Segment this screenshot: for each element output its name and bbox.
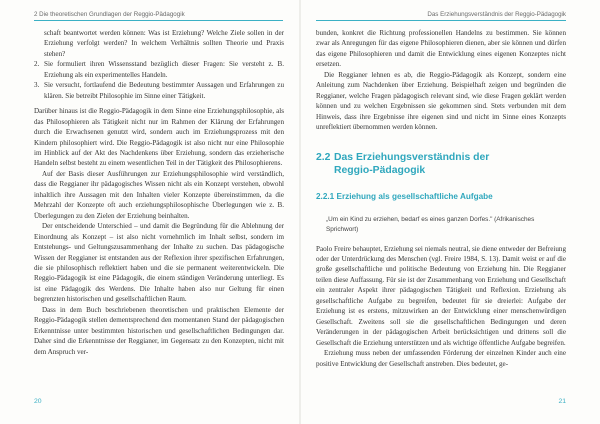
- header-rule-right: [316, 20, 566, 21]
- left-page-body: [34, 28, 284, 357]
- right-page-body: [316, 28, 566, 369]
- paragraph: bunden, konkret die Richtung professionellen Handelns zu bestimmen. Sie können zwar als Anregungen für das eigene Philosophieren dienen, aber sie können und dürfen das eigene Philosophieren und damit die Entwicklung eines eigenen Konzeptes nicht ersetzen.: [316, 29, 566, 69]
- section-heading: [316, 151, 566, 177]
- list-number: 2.: [34, 60, 40, 69]
- paragraph: Die Reggianer lehnen es ab, die Reggio-Pädagogik als Konzept, sondern eine Anleitung zum Nachdenken über Erziehung. Beispielhaft zeigen und begründen die Reggianer, welche Fragen pädagogisch relevant sind, wie diese Fragen geklärt werden können und zu welchen Ergebnissen sie gekommen sind. Stets verbunden mit dem Hinweis, dass ihre Ergebnisse ihre eigenen sind und nicht im Sinne eines Konzepts unreflektiert übernommen werden können.: [316, 70, 566, 132]
- page-number-left: 20: [34, 398, 42, 405]
- page-number-right: 21: [558, 398, 566, 405]
- list-item-2: [34, 59, 284, 80]
- header-rule-left: [34, 20, 283, 21]
- list-item-continuation: schaft beantwortet werden können: Was ist Erziehung? Welche Ziele sollen in der Erziehung verfolgt werden? In welchem Verhältnis sollten Theorie und Praxis stehen?: [44, 29, 284, 58]
- list-item-text: Sie formuliert ihren Wissensstand bezüglich dieser Fragen: Sie versteht z. B. Erziehung als ein experimentelles Handeln.: [44, 60, 284, 79]
- section-title-line-1: Das Erziehungsverständnis der: [334, 151, 490, 163]
- paragraph: Darüber hinaus ist die Reggio-Pädagogik in dem Sinne eine Erziehungsphilosophie, als das Philosophieren als Tätigkeit nicht nur im Rahmen der Klärung der Erfahrungen durch die Erwachsenen genutzt wird, sondern auch im Erziehungsprozess mit den Kindern philosophiert wird. Die Reggio-Pädagogik ist also nicht nur eine Philosophie im Hinblick auf der Akt des Nachdenkens über Erziehung, sondern das erzieherische Handeln selbst besteht zu einem wesentlichen Teil in der Tätigkeit des Philosophierens.: [34, 107, 284, 168]
- section-title-line-2: Reggio-Pädagogik: [334, 164, 426, 176]
- running-header-right: Das Erziehungsverständnis der Reggio-Pädagogik: [427, 11, 566, 18]
- paragraph: Der entscheidende Unterschied – und damit die Begründung für die Ablehnung der Einordnung als Konzept – ist also nicht vornehmlich im Inhalt selbst, sondern im Entstehungs- und Geltungszusammenhang der Inhalte zu suchen. Das pädagogische Wissen der Reggianer ist entstanden aus der Reflexion ihrer spezifischen Erfahrungen, die sie philosophisch reflektiert haben und die sie permanent weiterentwickeln. Die Reggio-Pädagogik ist eine Pädagogik, die einem ständigen Veränderung unterliegt. Es ist eine Pädagogik des Werdens. Die Inhalte haben also nur Geltung für einen begrenzten historischen und gesellschaftlichen Raum.: [34, 222, 284, 304]
- subsection-heading: 2.2.1 Erziehung als gesellschaftliche Aufgabe: [316, 191, 493, 201]
- right-page: [300, 0, 600, 424]
- list-item-3: [34, 80, 284, 101]
- section-number: 2.2: [316, 151, 331, 163]
- epigraph-quote: „Um ein Kind zu erziehen, bedarf es eines ganzen Dorfes." (Afrikanisches Sprichwort): [326, 215, 535, 233]
- list-item-text: Sie versucht, fortlaufend die Bedeutung bestimmter Aussagen und Erfahrungen zu klären. Sie betreibt Philosophie im Sinne einer Tätigkeit.: [44, 81, 284, 100]
- list-number: 3.: [34, 81, 40, 90]
- paragraph: Paolo Freire behauptet, Erziehung sei niemals neutral, sie diene entweder der Befreiung oder der Unterdrückung des Menschen (vgl. Freire 1984, S. 13). Damit weist er auf die große gesellschaftliche und politische Bedeutung von Erziehung hin. Die Reggianer teilen diese Auffassung. Für sie ist der Zusammenhang von Erziehung und Gesellschaft ein zentraler Aspekt ihrer pädagogischen Tätigkeit und Reflexion. Erziehung als gesellschaftliche Aufgabe zu begreifen, bedeutet für sie dreierlei: Aufgabe der Erziehung ist es erstens, mitzuwirken an der Entwicklung einer menschenwürdigen Gesellschaft. Zweitens soll sie die gesellschaftlichen Bedingungen und deren Veränderungen in der pädagogischen Arbeit berücksichtigen und drittens soll die Gesellschaft die Erziehung unterstützen und als wichtige öffentliche Aufgabe begreifen.: [316, 244, 566, 347]
- paragraph: Erziehung muss neben der umfassenden Förderung der einzelnen Kinder auch eine positive Entwicklung der Gesellschaft anstreben. Dies bedeutet, ge-: [316, 349, 566, 368]
- paragraph: Dass in dem Buch beschriebenen theoretischen und praktischen Elemente der Reggio-Pädagogik stellen dementsprechend den momentanen Stand der pädagogischen Erkenntnisse unter bestimmten historischen und gesellschaftlichen Bedingungen dar. Daher sind die Erkenntnisse der Reggianer, im Gegensatz zu den Konzepten, nicht mit dem Anspruch ver-: [34, 305, 284, 356]
- running-header-left: 2 Die theoretischen Grundlagen der Reggio-Pädagogik: [34, 11, 185, 18]
- paragraph: Auf der Basis dieser Ausführungen zur Erziehungsphilosophie wird verständlich, dass die Reggianer ihr pädagogisches Wissen nicht als ein Konzept verstehen, obwohl inhaltlich ihre Aussagen mit den Inhalten vieler Konzepte übereinstimmen, da die Mehrzahl der Konzepte oft auch erziehungsphilosophische Überlegungen wie z. B. Überlegungen zu den Zielen der Erziehung beinhalten.: [34, 169, 284, 220]
